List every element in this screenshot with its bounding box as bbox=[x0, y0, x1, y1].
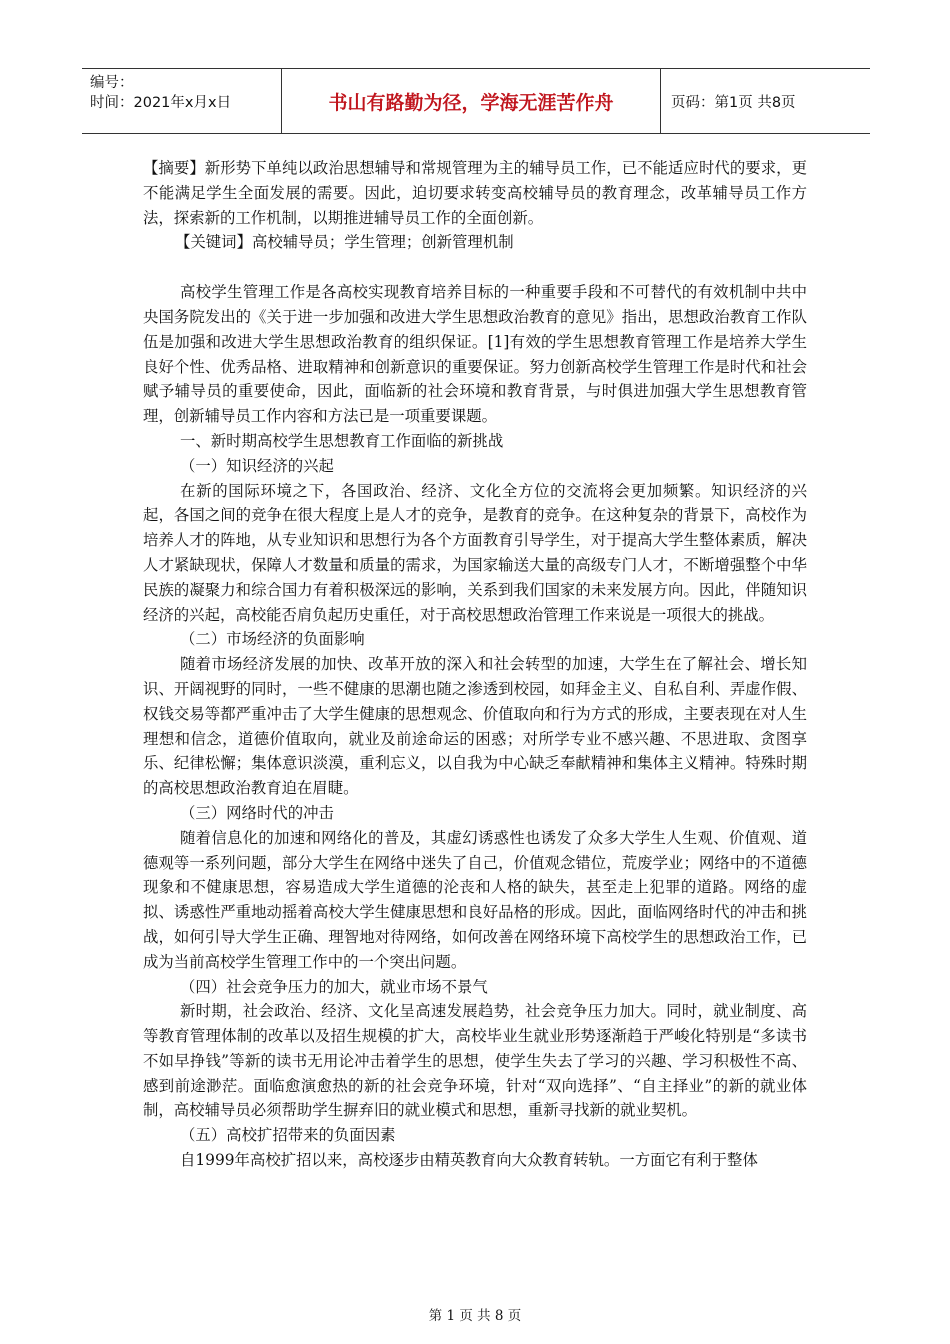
section-heading-1: 一、新时期高校学生思想教育工作面临的新挑战 bbox=[180, 431, 504, 450]
intro-paragraph: 高校学生管理工作是各高校实现教育培养目标的一种重要手段和不可替代的有效机制中共中央国务院发出的《关于进一步加强和改进大学生思想政治教育的意见》指出，思想政治教育工作队伍是加强和改进大学生思想政治教育的组织保证。[1]有效的学生思想教育管理工作是培养大学生良好个性、优秀品格、进取精神和创新意识的重要保证。努力创新高校学生管理工作是时代和社会赋予辅导员的重要使命，因此，面临新的社会环境和教育背景，与时俱进加强大学生思想教育管理，创新辅导员工作内容和方法已是一项重要课题。 bbox=[143, 283, 807, 426]
subheading-2: （二）市场经济的负面影响 bbox=[180, 630, 365, 649]
subheading-3: （三）网络时代的冲击 bbox=[180, 803, 334, 822]
subheading-5: （五）高校扩招带来的负面因素 bbox=[180, 1126, 396, 1145]
header-meta bbox=[82, 69, 282, 133]
page-footer: 第 1 页 共 8 页 bbox=[428, 1308, 522, 1324]
paragraph-5: 自1999年高校扩招以来，高校逐步由精英教育向大众教育转轨。一方面它有利于整体 bbox=[180, 1151, 758, 1170]
paragraph-2: 随着市场经济发展的加快、改革开放的深入和社会转型的加速，大学生在了解社会、增长知识、开阔视野的同时，一些不健康的思潮也随之渗透到校园，如拜金主义、自私自利、弄虚作假、权钱交易等都严重冲击了大学生健康的思想观念、价值取向和行为方式的形成，主要表现在对人生理想和信念，道德价值取向，就业及前途命运的困惑；对所学专业不感兴趣、不思进取、贪图享乐、纪律松懈；集体意识淡漠，重利忘义，以自我为中心缺乏奉献精神和集体主义精神。特殊时期的高校思想政治教育迫在眉睫。 bbox=[143, 655, 807, 798]
page-header bbox=[82, 68, 870, 134]
header-motto: 书山有路勤为径，学海无涯苦作舟 bbox=[282, 69, 661, 133]
keywords-line: 【关键词】高校辅导员；学生管理；创新管理机制 bbox=[175, 233, 514, 252]
document-body bbox=[143, 156, 807, 1173]
paragraph-1: 在新的国际环境之下，各国政治、经济、文化全方位的交流将会更加频繁。知识经济的兴起，各国之间的竞争在很大程度上是人才的竞争，是教育的竞争。在这种复杂的背景下，高校作为培养人才的阵地，从专业知识和思想行为各个方面教育引导学生，对于提高大学生整体素质，解决人才紧缺现状，保障人才数量和质量的需求，为国家输送大量的高级专门人才，不断增强整个中华民族的凝聚力和综合国力有着积极深远的影响，关系到我们国家的未来发展方向。因此，伴随知识经济的兴起，高校能否肩负起历史重任，对于高校思想政治管理工作来说是一项很大的挑战。 bbox=[143, 481, 807, 624]
subheading-4: （四）社会竞争压力的加大，就业市场不景气 bbox=[180, 977, 488, 996]
subheading-1: （一）知识经济的兴起 bbox=[180, 456, 334, 475]
paragraph-3: 随着信息化的加速和网络化的普及，其虚幻诱惑性也诱发了众多大学生人生观、价值观、道德观等一系列问题，部分大学生在网络中迷失了自己，价值观念错位，荒废学业；网络中的不道德现象和不健康思想，容易造成大学生道德的沦丧和人格的缺失，甚至走上犯罪的道路。网络的虚拟、诱惑性严重地动摇着高校大学生健康思想和良好品格的形成。因此，面临网络时代的冲击和挑战，如何引导大学生正确、理智地对待网络，如何改善在网络环境下高校学生的思想政治工作，已成为当前高校学生管理工作中的一个突出问题。 bbox=[143, 828, 807, 971]
blank-line bbox=[143, 255, 807, 280]
document-time-label: 时间：2021年x月x日 bbox=[90, 95, 232, 111]
paragraph-4: 新时期，社会政治、经济、文化呈高速发展趋势，社会竞争压力加大。同时，就业制度、高等教育管理体制的改革以及招生规模的扩大，高校毕业生就业形势逐渐趋于严峻化特别是“多读书不如早挣钱”等新的读书无用论冲击着学生的思想，使学生失去了学习的兴趣、学习积极性不高、感到前途渺茫。面临愈演愈热的新的社会竞争环境，针对“双向选择”、“自主择业”的新的就业体制，高校辅导员必须帮助学生摒弃旧的就业模式和思想，重新寻找新的就业契机。 bbox=[143, 1002, 807, 1120]
abstract-paragraph: 【摘要】新形势下单纯以政治思想辅导和常规管理为主的辅导员工作，已不能适应时代的要求，更不能满足学生全面发展的需要。因此，迫切要求转变高校辅导员的教育理念，改革辅导员工作方法，探索新的工作机制，以期推进辅导员工作的全面创新。 bbox=[143, 159, 807, 227]
header-page-label: 页码：第1页 共8页 bbox=[671, 94, 796, 111]
document-number-label: 编号： bbox=[90, 75, 134, 91]
